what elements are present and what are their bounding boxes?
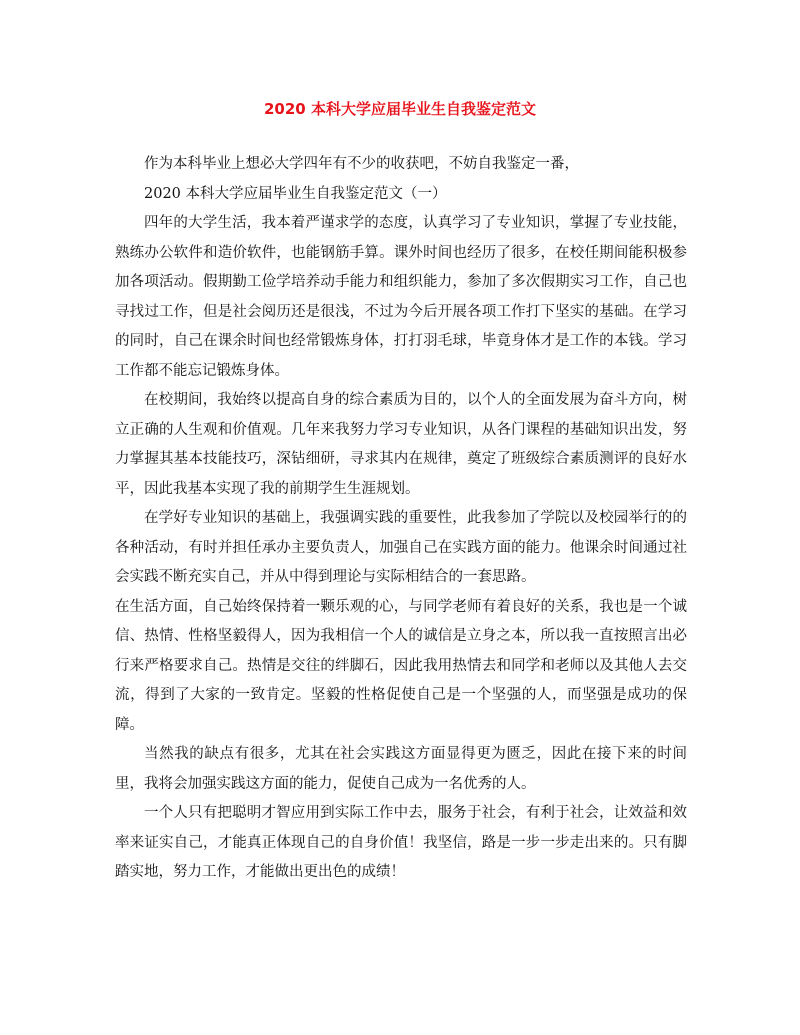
body-paragraph: 四年的大学生活，我本着严谨求学的态度，认真学习了专业知识，掌握了专业技能，熟练办公软件和造价软件，也能钢筋手算。课外时间也经历了很多，在校任期间能积极参加各项活动。假期勤工俭学培养动手能力和组织能力，参加了多次假期实习工作，自己也寻找过工作，但是社会阅历还是很浅，不过为今后开展各项工作打下坚实的基础。在学习的同时，自己在课余时间也经常锻炼身体，打打羽毛球，毕竟身体才是工作的本钱。学习工作都不能忘记锻炼身体。 [115,215,687,379]
section-heading: 2020 本科大学应届毕业生自我鉴定范文（一） [144,185,447,202]
document-title: 2020 本科大学应届毕业生自我鉴定范文 [264,100,536,118]
body-paragraph: 在校期间，我始终以提高自身的综合素质为目的，以个人的全面发展为奋斗方向，树立正确的人生观和价值观。几年来我努力学习专业知识，从各门课程的基础知识出发，努力掌握其基本技能技巧，深钻细研，寻求其内在规律，奠定了班级综合素质测评的良好水平，因此我基本实现了我的前期学生生涯规划。 [115,392,687,497]
intro-paragraph: 作为本科毕业上想必大学四年有不少的收获吧，不妨自我鉴定一番， [144,156,579,172]
body-paragraph: 当然我的缺点有很多，尤其在社会实践这方面显得更为匮乏，因此在接下来的时间里，我将会加强实践这方面的能力，促使自己成为一名优秀的人。 [115,746,687,792]
closing-paragraph: 一个人只有把聪明才智应用到实际工作中去，服务于社会，有利于社会，让效益和效率来证实自己，才能真正体现自己的自身价值！我坚信，路是一步一步走出来的。只有脚踏实地，努力工作，才能做出更出色的成绩！ [115,805,687,880]
body-paragraph: 在生活方面，自己始终保持着一颗乐观的心，与同学老师有着良好的关系，我也是一个诚信、热情、性格坚毅得人，因为我相信一个人的诚信是立身之本，所以我一直按照言出必行来严格要求自己。热情是交往的绊脚石，因此我用热情去和同学和老师以及其他人去交流，得到了大家的一致肯定。坚毅的性格促使自己是一个坚强的人，而坚强是成功的保障。 [115,598,687,733]
document-body [115,150,687,888]
body-paragraph: 在学好专业知识的基础上，我强调实践的重要性，此我参加了学院以及校园举行的的各种活动，有时并担任承办主要负责人，加强自己在实践方面的能力。他课余时间通过社会实践不断充实自己，并从中得到理论与实际相结合的一套思路。 [115,510,687,585]
